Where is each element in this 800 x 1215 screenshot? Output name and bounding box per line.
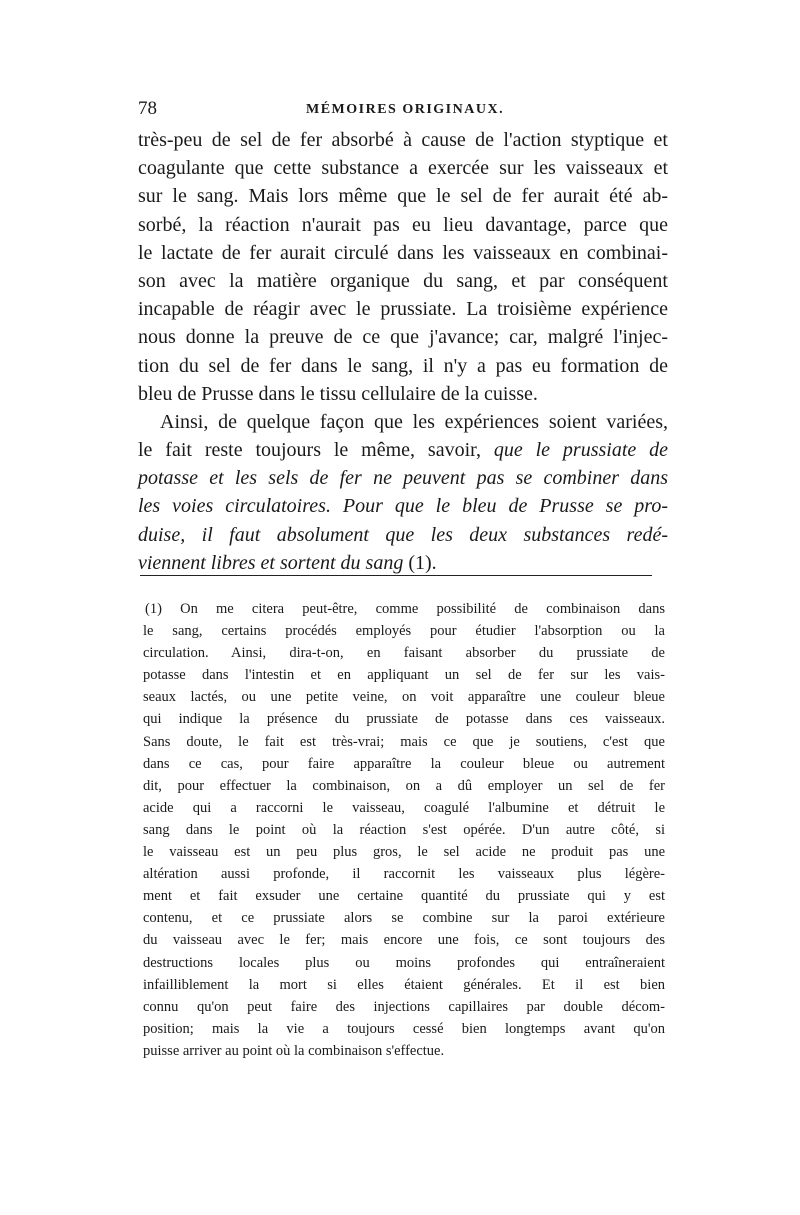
footnote-line: puisse arriver au point où la combinaison s'effectue. bbox=[143, 1042, 445, 1059]
text-line: sur le sang. Mais lors même que le sel de fer aurait été ab- bbox=[138, 185, 668, 208]
footnote-line: connu qu'on peut faire des injections capillaires par double décom- bbox=[143, 998, 665, 1015]
footnote-line: position; mais la vie a toujours cessé bien longtemps avant qu'on bbox=[143, 1020, 665, 1037]
footnote-reference: (1). bbox=[403, 551, 437, 574]
footnote-separator-rule bbox=[140, 575, 652, 576]
footnote-line: le sang, certains procédés employés pour étudier l'absorption ou la bbox=[143, 623, 665, 640]
footnote-line: le vaisseau est un peu plus gros, le sel acide ne produit pas une bbox=[143, 844, 665, 861]
text-line: nous donne la preuve de ce que j'avance; car, malgré l'injec- bbox=[138, 326, 668, 349]
footnote-line: dit, pour effectuer la combinaison, on a dû employer un sel de fer bbox=[143, 777, 665, 794]
italic-line: potasse et les sels de fer ne peuvent pas se combiner dans bbox=[138, 467, 668, 490]
footnote-line: dans ce cas, pour faire apparaître la couleur bleue ou autrement bbox=[143, 755, 665, 772]
footnote-line: contenu, et ce prussiate alors se combine sur la paroi extérieure bbox=[143, 910, 665, 927]
page-header bbox=[138, 98, 668, 122]
footnote-line: circulation. Ainsi, dira-t-on, en faisant absorber du prussiate de bbox=[143, 645, 665, 662]
italic-line: duise, il faut absolument que les deux substances redé- bbox=[138, 523, 668, 546]
text-line: incapable de réagir avec le prussiate. La troisième expérience bbox=[138, 298, 668, 321]
italic-text: que le prussiate de bbox=[493, 439, 668, 462]
footnote-line: altération aussi profonde, il raccornit les vaisseaux plus légère- bbox=[143, 866, 665, 883]
text-line: le lactate de fer aurait circulé dans les vaisseaux en combinai- bbox=[138, 241, 668, 264]
footnote-line: infailliblement la mort si elles étaient générales. Et il est bien bbox=[143, 976, 665, 993]
italic-line: les voies circulatoires. Pour que le bleu de Prusse se pro- bbox=[138, 495, 668, 518]
main-text bbox=[138, 126, 668, 577]
paragraph-end-line bbox=[138, 549, 668, 577]
page-number: 78 bbox=[138, 98, 157, 119]
footnote-line: Sans doute, le fait est très-vrai; mais ce que je soutiens, c'est que bbox=[143, 733, 665, 750]
text-line: coagulante que cette substance a exercée sur les vaisseaux et bbox=[138, 157, 668, 180]
footnote-line: du vaisseau avec le fer; mais encore une fois, ce sont toujours des bbox=[143, 932, 665, 949]
text-line: son avec la matière organique du sang, et par conséquent bbox=[138, 269, 668, 292]
running-title: MÉMOIRES ORIGINAUX. bbox=[306, 102, 505, 117]
footnote-line: qui indique la présence du prussiate de potasse dans ces vaisseaux. bbox=[143, 711, 665, 728]
text-line: bleu de Prusse dans le tissu cellulaire de la cuisse. bbox=[138, 382, 538, 405]
italic-text: viennent libres et sortent du sang bbox=[138, 551, 404, 574]
text-line: sorbé, la réaction n'aurait pas eu lieu davantage, parce que bbox=[138, 213, 668, 236]
footnote-line: sang dans le point où la réaction s'est opérée. D'un autre côté, si bbox=[143, 821, 665, 838]
text-line: très-peu de sel de fer absorbé à cause de l'action styptique et bbox=[138, 129, 668, 151]
footnote-line: potasse dans l'intestin et en appliquant un sel de fer sur les vais- bbox=[143, 667, 665, 684]
roman-text: le fait reste toujours le même, savoir, bbox=[138, 439, 481, 462]
mixed-style-line bbox=[138, 436, 668, 464]
footnote-line: ment et fait exsuder une certaine quantité du prussiate qui y est bbox=[143, 888, 665, 905]
footnote-line: (1) On me citera peut-être, comme possibilité de combinaison dans bbox=[145, 601, 665, 617]
footnote-line: destructions locales plus ou moins profondes qui entraîneraient bbox=[143, 954, 665, 971]
footnote bbox=[143, 598, 665, 1062]
footnote-line: acide qui a raccorni le vaisseau, coagulé l'albumine et détruit le bbox=[143, 799, 665, 816]
text-line: tion du sel de fer dans le sang, il n'y a pas eu formation de bbox=[138, 354, 668, 377]
paragraph-start-line: Ainsi, de quelque façon que les expériences soient variées, bbox=[160, 410, 668, 433]
footnote-line: seaux lactés, ou une petite veine, on voit apparaître une couleur bleue bbox=[143, 689, 665, 706]
